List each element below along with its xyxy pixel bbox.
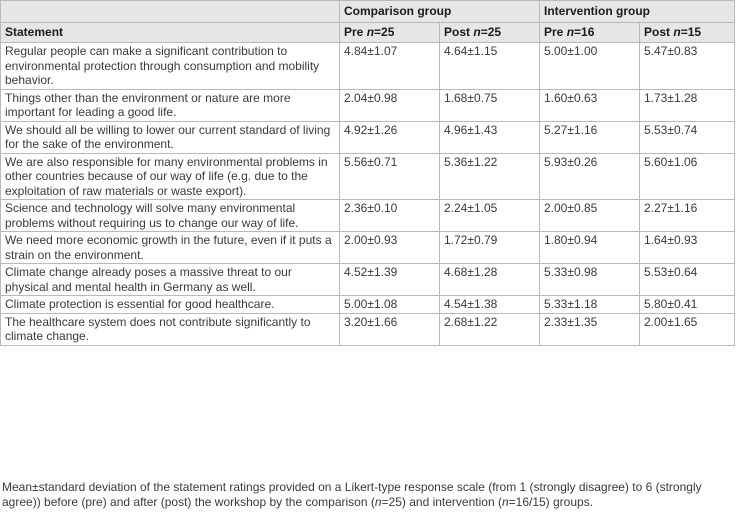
comparison-group-header: Comparison group	[340, 1, 540, 23]
intervention-pre-cell: 1.80±0.94	[540, 232, 640, 264]
intervention-post-cell: 2.00±1.65	[640, 313, 735, 345]
group-header-row	[1, 1, 735, 23]
table-row	[1, 232, 735, 264]
table-row	[1, 200, 735, 232]
intervention-post-cell: 5.47±0.83	[640, 43, 735, 90]
statement-column-header: Statement	[1, 23, 340, 43]
intervention-post-cell: 5.53±0.74	[640, 121, 735, 153]
comparison-post-header: Post n=25	[440, 23, 540, 43]
comparison-post-cell: 4.54±1.38	[440, 296, 540, 314]
comparison-pre-cell: 4.92±1.26	[340, 121, 440, 153]
comparison-post-cell: 1.68±0.75	[440, 89, 540, 121]
intervention-pre-cell: 1.60±0.63	[540, 89, 640, 121]
comparison-pre-cell: 2.36±0.10	[340, 200, 440, 232]
statement-cell: Things other than the environment or nature are more important for leading a good life.	[1, 89, 340, 121]
empty-header-cell	[1, 1, 340, 23]
table-row	[1, 43, 735, 90]
table-row	[1, 153, 735, 200]
intervention-group-header: Intervention group	[540, 1, 735, 23]
intervention-post-cell: 1.64±0.93	[640, 232, 735, 264]
intervention-pre-cell: 2.33±1.35	[540, 313, 640, 345]
comparison-pre-cell: 2.00±0.93	[340, 232, 440, 264]
table-row	[1, 89, 735, 121]
comparison-pre-cell: 5.00±1.08	[340, 296, 440, 314]
intervention-pre-cell: 5.33±0.98	[540, 264, 640, 296]
table-footnote: Mean±standard deviation of the statement ratings provided on a Likert-type response scale (from 1 (strongly disagree) to 6 (strongly agree)) before (pre) and after (post) the workshop by the comparison (n=25) and intervention (n=16/15) groups.	[2, 480, 702, 509]
intervention-pre-header: Pre n=16	[540, 23, 640, 43]
statement-cell: Regular people can make a significant contribution to environmental protection through consumption and mobility behavior.	[1, 43, 340, 90]
column-header-row	[1, 23, 735, 43]
table-row	[1, 296, 735, 314]
intervention-post-cell: 1.73±1.28	[640, 89, 735, 121]
intervention-post-cell: 5.53±0.64	[640, 264, 735, 296]
statement-cell: The healthcare system does not contribute significantly to climate change.	[1, 313, 340, 345]
comparison-post-cell: 5.36±1.22	[440, 153, 540, 200]
comparison-pre-cell: 4.52±1.39	[340, 264, 440, 296]
intervention-post-cell: 5.60±1.06	[640, 153, 735, 200]
intervention-post-cell: 2.27±1.16	[640, 200, 735, 232]
intervention-pre-cell: 2.00±0.85	[540, 200, 640, 232]
statement-cell: We should all be willing to lower our current standard of living for the sake of the environment.	[1, 121, 340, 153]
comparison-post-cell: 2.24±1.05	[440, 200, 540, 232]
comparison-pre-cell: 4.84±1.07	[340, 43, 440, 90]
intervention-pre-cell: 5.27±1.16	[540, 121, 640, 153]
intervention-pre-cell: 5.33±1.18	[540, 296, 640, 314]
comparison-post-cell: 1.72±0.79	[440, 232, 540, 264]
statement-cell: Science and technology will solve many environmental problems without requiring us to change our way of life.	[1, 200, 340, 232]
statement-cell: We need more economic growth in the future, even if it puts a strain on the environment.	[1, 232, 340, 264]
comparison-pre-cell: 2.04±0.98	[340, 89, 440, 121]
comparison-post-cell: 4.68±1.28	[440, 264, 540, 296]
comparison-post-cell: 2.68±1.22	[440, 313, 540, 345]
intervention-post-cell: 5.80±0.41	[640, 296, 735, 314]
statement-cell: We are also responsible for many environmental problems in other countries because of our way of life (e.g. due to the exploitation of raw materials or waste export).	[1, 153, 340, 200]
intervention-pre-cell: 5.00±1.00	[540, 43, 640, 90]
comparison-post-cell: 4.96±1.43	[440, 121, 540, 153]
intervention-pre-cell: 5.93±0.26	[540, 153, 640, 200]
comparison-pre-cell: 3.20±1.66	[340, 313, 440, 345]
comparison-pre-cell: 5.56±0.71	[340, 153, 440, 200]
comparison-post-cell: 4.64±1.15	[440, 43, 540, 90]
statement-cell: Climate change already poses a massive threat to our physical and mental health in Germany as well.	[1, 264, 340, 296]
table-row	[1, 264, 735, 296]
table-row	[1, 313, 735, 345]
comparison-pre-header: Pre n=25	[340, 23, 440, 43]
table-row	[1, 121, 735, 153]
statement-cell: Climate protection is essential for good healthcare.	[1, 296, 340, 314]
intervention-post-header: Post n=15	[640, 23, 735, 43]
